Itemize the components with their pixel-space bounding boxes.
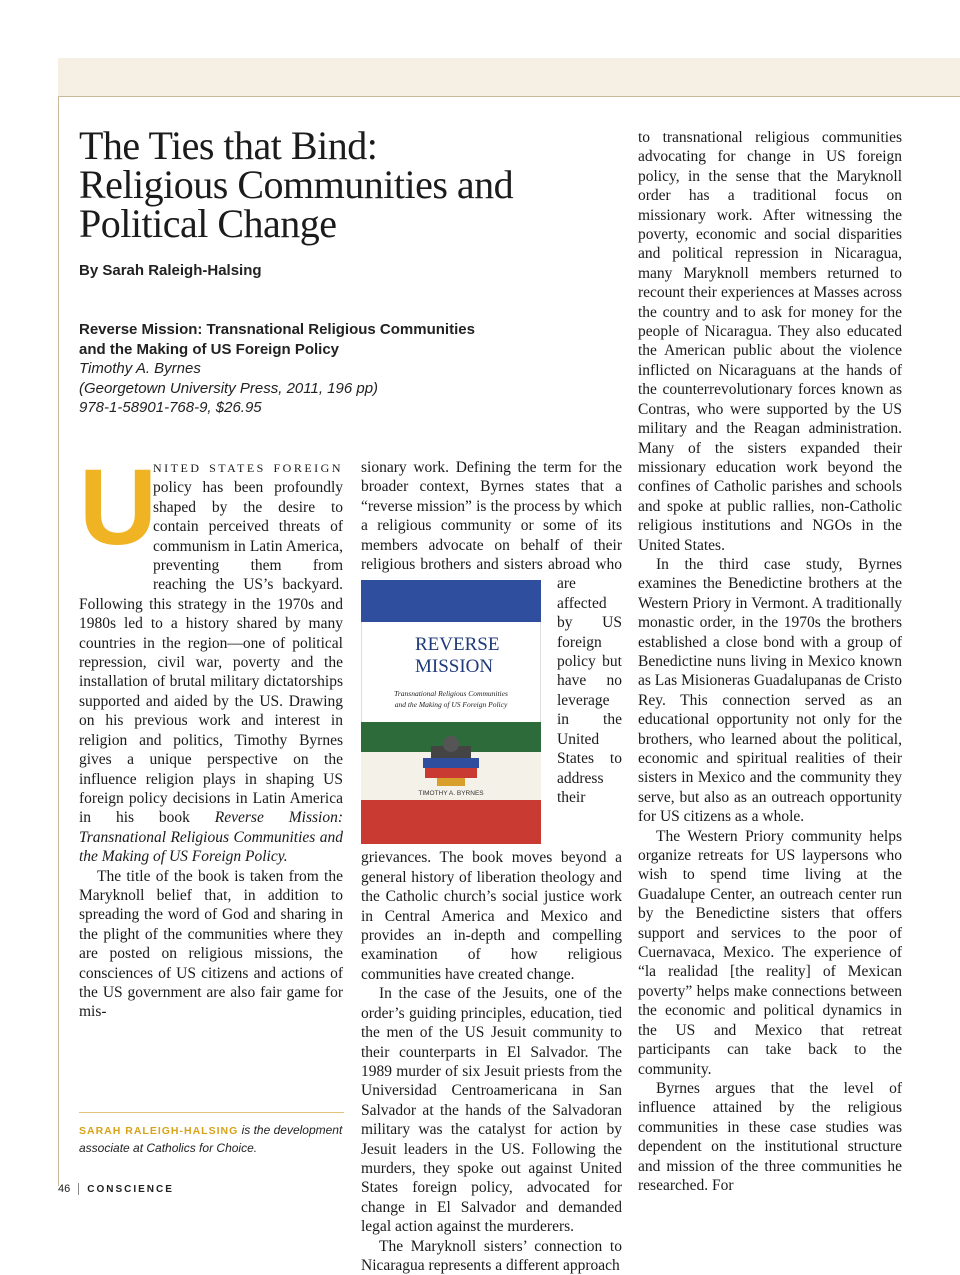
book-isbn-price: 978-1-58901-768-9, $26.95: [79, 399, 262, 416]
drop-cap: U: [79, 446, 157, 567]
book-cover-image: [361, 580, 541, 844]
book-title-line1: Reverse Mission: Transnational Religious Communities: [79, 321, 475, 338]
paragraph: In the case of the Jesuits, one of the order’s guiding principles, education, tied the men of the US Jesuit community to their counterparts in El Salvador. The 1989 murder of six Jesuit priests from the Universidad Centroamericana in San Salvador at the hands of the Salvadoran military was the catalyst for action by Jesuit leaders in the US. Following the murders, they spoke out against United States foreign policy, advocated for change in El Salvador and demanded legal action against the murderers.: [361, 985, 622, 1236]
cover-blue-band: [361, 580, 541, 622]
margin-rule: [58, 96, 59, 1186]
bio-text: is the development associate at Catholics for Choice.: [79, 1123, 343, 1155]
cover-subtitle-1: Transnational Religious Communities: [394, 689, 508, 699]
paragraph: The Western Priory community helps organize retreats for US laypersons who wish to spend time living at the Guadalupe Center, an outreach center run by the Benedictine sisters that offers support and services to the poor of Cuernavaca, Mexico. The experience of “la realidad [the reality] of Mexican poverty” helps make connections between the economic and political dynamics in the US and Mexico that retreat participants can take back to the community.: [638, 827, 902, 1078]
cover-title-2: MISSION: [415, 656, 494, 678]
bio-name: SARAH RALEIGH-HALSING: [79, 1125, 239, 1137]
paragraph-text: sionary work. Defining the term for the broader context, Byrnes states that a “reverse mission” is the process by which a religious community or some of its members advocate on behalf of their religious brothers and sisters abroad who are: [361, 459, 622, 593]
paragraph: [79, 446, 343, 867]
page-footer: [58, 1183, 174, 1195]
book-title-line2: and the Making of US Foreign Policy: [79, 340, 340, 358]
author-bio: [79, 1112, 344, 1157]
paragraph: Byrnes argues that the level of influence attained by the religious communities in these case studies was dependent on the institutional structure and mission of the three communities he researched. For: [638, 1079, 902, 1194]
paragraph: [361, 458, 622, 984]
paragraph-text: policy has been profoundly shaped by the desire to contain perceived threats of communism in Latin America, preventing them from reaching the US’s backyard. Following this strategy in the 1970s and 1980s led to a history shared by many countries in the region—one of political repression, civil war, poverty and the installation of brutal military dictatorships supported and aided by the US. Drawing on his previous work and interest in religion and politics, Timothy Byrnes gives a unique perspective on the influence religion plays in shaping US foreign policy decisions in Latin America in his book: [79, 479, 343, 827]
column-2: [361, 458, 622, 1275]
book-publisher: (Georgetown University Press, 2011, 196 pp): [79, 379, 379, 397]
article-title: The Ties that Bind: Religious Communities and Political Change: [79, 123, 514, 246]
byline: By Sarah Raleigh-Halsing: [79, 262, 262, 279]
cover-subtitle-2: and the Making of US Foreign Policy: [394, 700, 508, 710]
book-title-italic: Reverse Mission: Transnational Religious Communities and the Making of US Foreign Policy.: [79, 809, 343, 866]
magazine-name: CONSCIENCE: [87, 1183, 174, 1195]
cover-title-1: REVERSE: [415, 634, 500, 656]
cover-author: TIMOTHY A. BYRNES: [418, 790, 484, 798]
header-rule: [58, 96, 960, 97]
paragraph: The Maryknoll sisters’ connection to Nicaragua represents a different approach: [361, 1237, 622, 1274]
book-cover-wrap: [361, 580, 549, 844]
header-band: [58, 58, 960, 96]
paragraph: to transnational religious communities advocating for change in US foreign policy, in the sense that the Maryknoll order has a traditional focus on missionary work. After witnessing the poverty, economic and social disparities and political repression in Nicaragua, many Maryknoll members returned to recount their experiences at Masses across the country and to ask for money for the people of Nicaragua. They also educated the American public about the violence inflicted on Nicaraguans at the hands of the counterrevolutionary forces known as Contras, who were supported by the US military and the Reagan administration. Many of the sisters expanded their missionary education work beyond the confines of Catholic parishes and schools and spoke at public rallies, non-Catholic religious institutions and NGOs in the United States.: [638, 129, 902, 554]
paragraph-text: affected by US foreign policy but have no leverage in the United States to address their grievances. The book moves beyond a general history of liberation theology and the Catholic church’s social justice work in Central America and Mexico and provides an in-depth and compelling examination of how religious communities have created change.: [361, 594, 622, 983]
page-number: 46: [58, 1183, 79, 1195]
book-info: [79, 320, 519, 418]
book-author: Timothy A. Byrnes: [79, 360, 201, 377]
paragraph: In the third case study, Byrnes examines the Benedictine brothers at the Western Priory in Vermont. A traditionally monastic order, in the 1970s the brothers established a close bond with a group of Benedictine nuns living in Mexico known as Las Misioneras Guadalupanas de Cristo Rey. This connection served as an educational opportunity not only for the brothers, who learned about the political, economic and spiritual realities of their sisters in Mexico and the community they serve, but also as an outreach opportunity for US citizens as a whole.: [638, 555, 902, 826]
column-1: [79, 446, 343, 1022]
column-3: [638, 128, 902, 1195]
cover-red-band: [361, 800, 541, 844]
lead-small-caps: NITED STATES FOREIGN: [153, 461, 343, 475]
paragraph: The title of the book is taken from the Maryknoll belief that, in addition to spreading the word of God and sharing in the plight of the communities where they are posted on religious missions, the consciences of US citizens and actions of the US government are also fair game for mis-: [79, 867, 343, 1021]
